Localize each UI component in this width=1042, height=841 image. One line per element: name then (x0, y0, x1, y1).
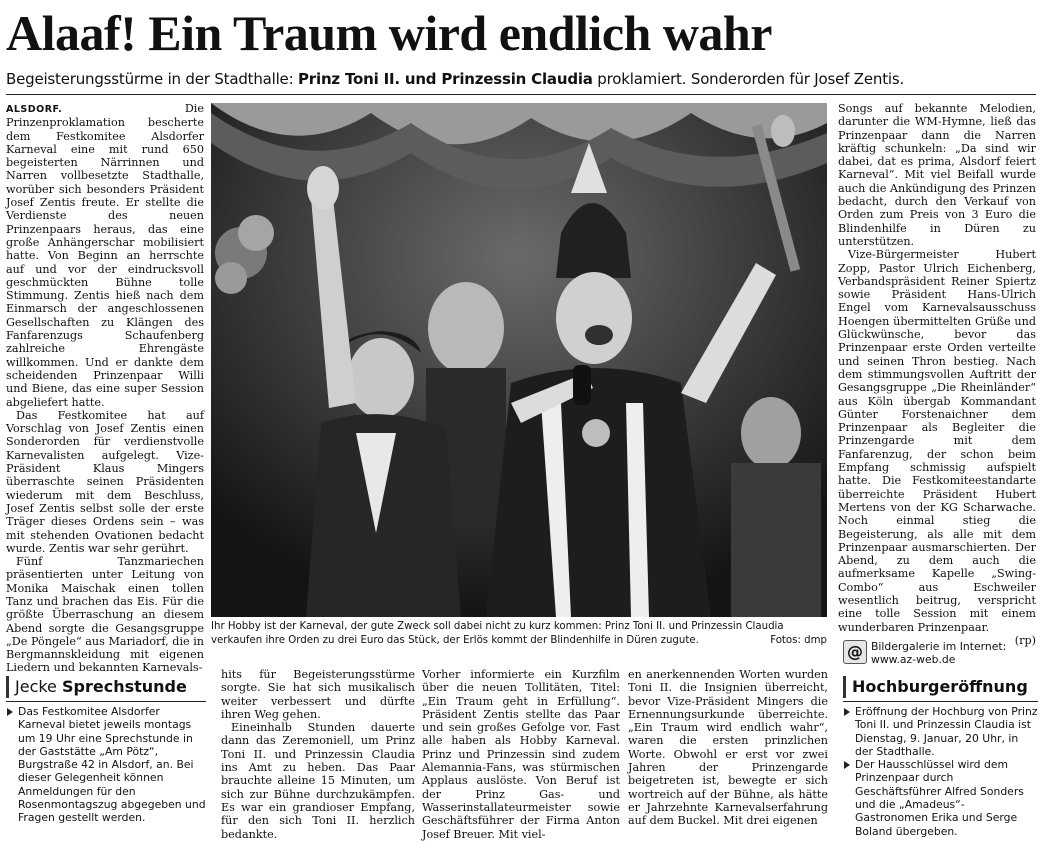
list-item: Eröffnung der Hochburg von Prinz Toni II. und Prinzessin Claudia ist Dienstag, 9. Januar, 20 Uhr, in der Stadthalle. (843, 705, 1038, 758)
at-sign-icon: @ (843, 640, 867, 664)
internet-hint (843, 640, 1038, 668)
carnival-photo (211, 103, 827, 617)
article-paragraph (6, 102, 204, 409)
subhead-part2: proklamiert. Sonderorden für Josef Zentis. (592, 70, 905, 88)
subhead-part1: Begeisterungsstürme in der Stadthalle: (6, 70, 299, 88)
article-paragraph: Songs auf bekannte Melodien, darunter die WM-Hymne, ließ das Prinzenpaar dann die Narren kräftig schunkeln: „Da sind wir dabei, dat es prima, Alsdorf feiert Karneval“. Mit viel Beifall wurde auch die Ankündigung des Prinzen bedacht, durch den Verkauf von Orden zum Preis von 3 Euro die Blindenhilfe in Düren zu unterstützen. (838, 102, 1036, 248)
info-box-title (6, 676, 206, 698)
author-tag: (rp) (1014, 633, 1036, 647)
info-box-title-light: Jecke (15, 677, 62, 696)
internet-label: Bildergalerie im Internet: (871, 640, 1007, 653)
photo-credit: Fotos: dmp (770, 635, 827, 646)
info-box-hochburg (843, 676, 1038, 838)
info-box-title-bold: Hochburgeröffnung (852, 677, 1028, 696)
article-column-3 (422, 668, 620, 841)
photo-illustration (211, 103, 827, 617)
article-paragraph: Das Festkomitee hat auf Vorschlag von Josef Zentis einen Sonderorden für verdienstvolle Karnevalisten aufgelegt. Vize-Präsident Klaus Mingers überraschte seinen Präsidenten wiederum mit dem Beschluss, Josef Zentis selbst solle der erste Träger dieses Ordens sein – was mit stehenden Ovationen bedacht wurde. Zentis war sehr gerührt. (6, 408, 204, 555)
info-box-list (6, 705, 206, 825)
article-paragraph: hits für Begeisterungsstürme sorgte. Sie hat sich musikalisch weiter verbessert und dürfte ihren Weg gehen. (221, 668, 415, 721)
info-box-rule (6, 701, 206, 702)
article-paragraph: Eineinhalb Stunden dauerte dann das Zeremoniell, um Prinz Toni II. und Prinzessin Claudia ins Amt zu heben. Das Paar brauchte alleine 15 Minuten, um sich zur Bühne durchzukämpfen. Es war ein grandioser Empfang, für den sich Toni II. herzlich bedankte. (221, 721, 415, 841)
article-paragraph: Vize-Bürgermeister Hubert Zopp, Pastor Ulrich Eichenberg, Verbandspräsident Reiner Spiertz sowie Präsident Hans-Ulrich Engel vom Karnevalsausschuss Hoengen übermittelten Grüße und Glückwünsche, bevor das Prinzenpaar erste Orden verteilte und seinen Thron bestieg. Nach dem stimmungsvollen Auftritt der Gesangsgruppe „Die Rheinländer“ aus Köln übergab Kommandant Günter Forstenaichner dem Prinzenpaar als Begleiter die Prinzengarde mit dem Fanfarenzug, der schon beim Empfang schmissig aufspielt hatte. Die Festkomiteestandarte überreichte Präsident Hubert Mertens von der KG Scharwache. Noch einmal stieg die Begeisterung, als alle mit dem Prinzenpaar ausmarschierten. Der Abend, zu dem auch die aufmerksame Kapelle „Swing-Combo“ aus Eschweiler wesentlich beitrug, verspricht eine tolle Session mit einem wunderbaren Prinzenpaar. (838, 248, 1036, 634)
subhead-bold: Prinz Toni II. und Prinzessin Claudia (298, 70, 593, 88)
list-item: Das Festkomitee Alsdorfer Karneval bietet jeweils montags um 19 Uhr eine Sprechstunde in der Gaststätte „Am Pötz“, Burgstraße 42 in Alsdorf, an. Bei dieser Gelegenheit können Anmeldungen für den Rosenmontagszug abgegeben und Fragen gestellt werden. (6, 705, 206, 825)
photo-caption (211, 620, 827, 648)
article-column-1 (6, 102, 204, 675)
article-column-4 (628, 668, 828, 830)
info-box-title (843, 676, 1038, 698)
headline: Alaaf! Ein Traum wird endlich wahr (6, 5, 772, 61)
info-box-sprechstunde (6, 676, 206, 828)
article-paragraph: en anerkennenden Worten wurden Toni II. die Insignien überreicht, bevor Vize-Präsident Mingers die Ernennungsurkunde überreichte. „Ein Traum wird endlich wahr“, waren die ersten prinzlichen Worte. Obwohl er erst vor zwei Jahren der Prinzengarde beigetreten ist, bewegte er sich wortreich auf der Bühne, als hätte er Jahrzehnte Karnevalserfahrung auf dem Buckel. Mit drei eigenen (628, 668, 828, 828)
paragraph-text: Die Prinzenproklamation bescherte dem Festkomitee Alsdorfer Karneval eine mit rund 650 begeisterten Närrinnen und Narren vollbesetzte Stadthalle, worüber sich besonders Präsident Josef Zentis freute. Er stellte die Verdienste des neuen Prinzenpaars heraus, das eine große Anhängerschar mobilisiert hatte. Von Beginn an herrschte auf und vor der eindrucksvoll geschmückten Bühne tolle Stimmung. Zentis hieß nach dem Einmarsch der angeschlossenen Gesellschaften zu Klängen des Fanfarenzugs Schaufenberg zahlreiche Ehrengäste willkommen. Und er dankte dem scheidenden Prinzenpaar Willi und Biene, das eine super Session abgeliefert hatte. (6, 102, 204, 409)
subheadline (6, 69, 1036, 89)
dateline: ALSDORF. (6, 104, 63, 115)
article-paragraph: Vorher informierte ein Kurzfilm über die neuen Tollitäten, Titel: „Ein Traum geht in Erfüllung“. Präsident Zentis stellte das Paar und sein großes Gefolge vor. Fast alle haben als Hobby Karneval. Prinz und Prinzessin sind zudem Alemannia-Fans, was stürmischen Applaus auslöste. Von Beruf ist der Prinz Gas- und Wasserinstallateurmeister sowie Geschäftsführer der Firma Anton Josef Breuer. Mit viel- (422, 668, 620, 841)
headline-rule (6, 94, 1036, 95)
caption-text: Ihr Hobby ist der Karneval, der gute Zweck soll dabei nicht zu kurz kommen: Prinz Toni II. und Prinzessin Claudia verkaufen ihre Orden zu drei Euro das Stück, der Erlös kommt der Blindenhilfe in Düren zugute. (211, 621, 784, 646)
article-column-2 (221, 668, 415, 841)
internet-url: www.az-web.de (871, 653, 956, 666)
article-paragraph: Fünf Tanzmariechen präsentierten unter Leitung von Monika Maischak einen tollen Tanz und brachen das Eis. Für die größte Überraschung an diesem Abend sorgte die Gesangsgruppe „De Pöngele“ aus Mariadorf, die in Bergmannskleidung mit eigenen Liedern und bekannten Karnevals- (6, 555, 204, 675)
info-box-list (843, 705, 1038, 838)
list-item: Der Hausschlüssel wird dem Prinzenpaar durch Geschäftsführer Alfred Sonders und die „Amadeus“-Gastronomen Erika und Serge Boland übergeben. (843, 758, 1038, 838)
info-box-rule (843, 701, 1038, 702)
info-box-title-bold: Sprechstunde (61, 677, 187, 696)
